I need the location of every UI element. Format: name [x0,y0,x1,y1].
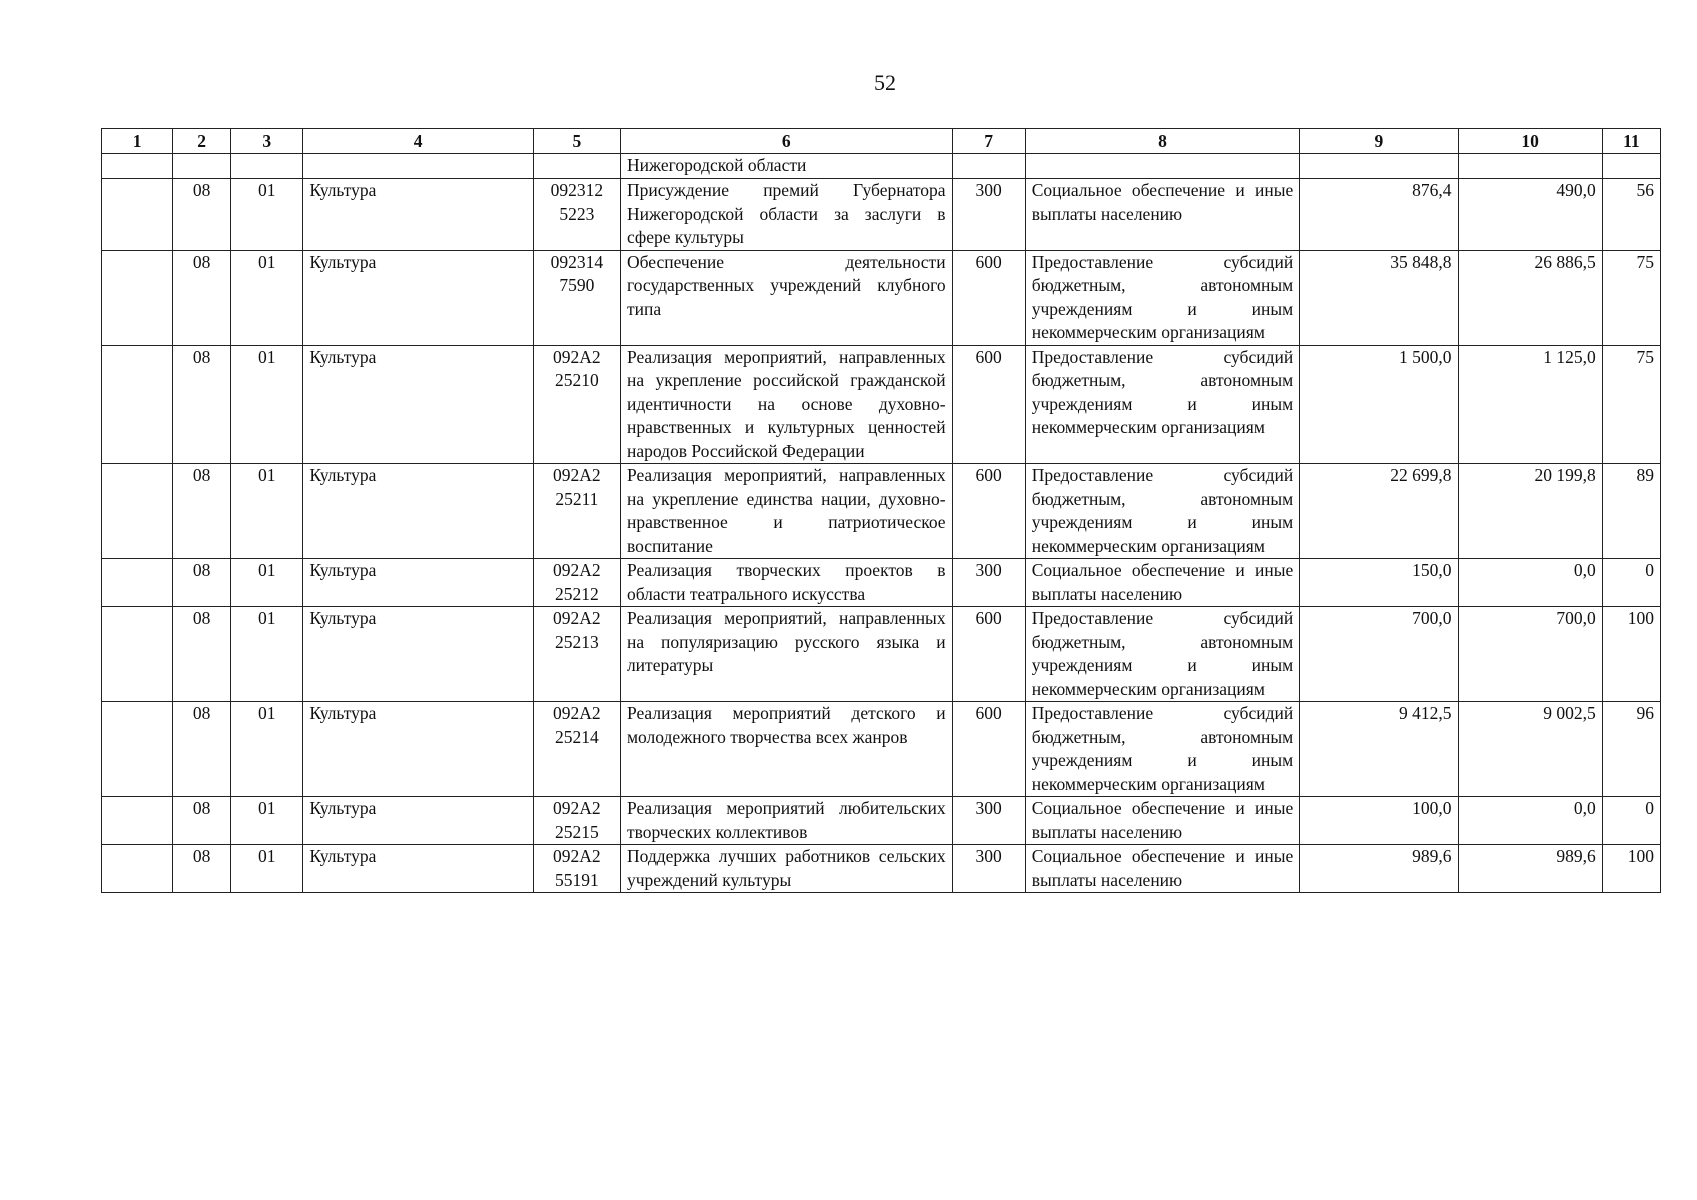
column-header: 7 [952,129,1025,154]
cell-subsection: 01 [231,345,303,464]
table-row [102,607,1661,702]
table-row [102,179,1661,251]
table-row [102,702,1661,797]
cell-expense-type: 600 [952,250,1025,345]
target-code-part1: 092312 [550,180,604,200]
cell-expense-type: 600 [952,607,1025,702]
cell-expense-description: Предоставление субсидий бюджетным, автономным учреждениям и иным некоммерческим организациям [1025,607,1300,702]
cell-actual: 989,6 [1458,845,1602,893]
cell-expense-description: Социальное обеспечение и иные выплаты населению [1025,179,1300,251]
target-code-part1: 092А2 [553,608,601,628]
cell-percent: 75 [1602,345,1660,464]
cell-target-code [533,559,620,607]
target-code-part2: 25211 [555,488,599,509]
target-code-part2: 5223 [559,203,595,224]
cell-col1 [102,559,173,607]
cell-actual: 0,0 [1458,559,1602,607]
cell-plan: 989,6 [1300,845,1458,893]
column-header: 1 [102,129,173,154]
cell-percent: 0 [1602,559,1660,607]
cell-subsection: 01 [231,559,303,607]
column-header: 2 [173,129,231,154]
cell-plan: 35 848,8 [1300,250,1458,345]
target-code-part2: 25213 [555,631,599,652]
cell-subsection: 01 [231,464,303,559]
cell-description: Реализация мероприятий детского и молодежного творчества всех жанров [620,702,952,797]
target-code-part2: 25210 [555,370,599,390]
page-number: 52 [874,70,896,95]
cell-expense-type: 600 [952,464,1025,559]
cell-section-name: Культура [303,607,533,702]
cell-subsection: 01 [231,845,303,893]
cell-section-name: Культура [303,702,533,797]
cell-section: 08 [173,559,231,607]
cell-description: Реализация мероприятий любительских творческих коллективов [620,797,952,845]
cell-section-name: Культура [303,179,533,251]
cell-percent: 96 [1602,702,1660,797]
cell-expense-description: Предоставление субсидий бюджетным, автономным учреждениям и иным некоммерческим организациям [1025,250,1300,345]
cell-section: 08 [173,250,231,345]
cell-target-code [533,797,620,845]
cell-subsection: 01 [231,797,303,845]
cell-description: Присуждение премий Губернатора Нижегородской области за заслуги в сфере культуры [620,179,952,251]
cell-section: 08 [173,702,231,797]
cell-percent: 75 [1602,250,1660,345]
cell-expense-type: 600 [952,345,1025,464]
cell-subsection: 01 [231,179,303,251]
budget-table [101,128,1661,893]
target-code-part1: 092А2 [553,346,601,367]
cell-actual: 700,0 [1458,607,1602,702]
cell-section: 08 [173,464,231,559]
cell-plan: 100,0 [1300,797,1458,845]
cell-section-name: Культура [303,559,533,607]
target-code-part1: 092А2 [553,846,601,866]
cell-expense-description: Предоставление субсидий бюджетным, автономным учреждениям и иным некоммерческим организациям [1025,345,1300,464]
cell-target-code [533,345,620,464]
target-code-part2: 55191 [555,869,599,890]
cell-section: 08 [173,345,231,464]
continuation-row [102,154,1661,179]
header-row [102,129,1661,154]
cell-section-name: Культура [303,845,533,893]
column-header: 9 [1300,129,1458,154]
cell-description: Поддержка лучших работников сельских учреждений культуры [620,845,952,893]
cell-col1 [102,345,173,464]
cell-description: Обеспечение деятельности государственных учреждений клубного типа [620,250,952,345]
column-header: 3 [231,129,303,154]
cell-expense-description: Социальное обеспечение и иные выплаты населению [1025,845,1300,893]
table-row [102,845,1661,893]
cell-percent: 0 [1602,797,1660,845]
target-code-part1: 092А2 [553,465,601,485]
table-row [102,345,1661,464]
cell-expense-description: Социальное обеспечение и иные выплаты населению [1025,797,1300,845]
column-header: 8 [1025,129,1300,154]
cell-section-name: Культура [303,345,533,464]
column-header: 6 [620,129,952,154]
cell-description: Реализация мероприятий, направленных на популяризацию русского языка и литературы [620,607,952,702]
cell-actual: 20 199,8 [1458,464,1602,559]
cell-target-code [533,250,620,345]
cell-target-code [533,607,620,702]
cell-percent: 100 [1602,607,1660,702]
cell-subsection: 01 [231,607,303,702]
table-row [102,464,1661,559]
cell-percent: 100 [1602,845,1660,893]
table-row [102,250,1661,345]
table-row [102,797,1661,845]
cell-section-name: Культура [303,797,533,845]
cell-col1 [102,797,173,845]
cell-percent: 89 [1602,464,1660,559]
column-header: 10 [1458,129,1602,154]
cell-col1 [102,702,173,797]
target-code-part2: 25215 [555,821,599,842]
cell-plan: 22 699,8 [1300,464,1458,559]
column-header: 5 [533,129,620,154]
column-header: 11 [1602,129,1660,154]
table-row [102,559,1661,607]
cell-description: Реализация мероприятий, направленных на укрепление российской гражданской идентичности на основе духовно-нравственных и культурных ценностей народов Российской Федерации [620,345,952,464]
target-code-part1: 092А2 [553,703,601,723]
cell-section: 08 [173,179,231,251]
column-header: 4 [303,129,533,154]
target-code-part2: 25212 [555,583,599,604]
cell-col1 [102,845,173,893]
cell-target-code [533,179,620,251]
cell-section-name: Культура [303,250,533,345]
cell-expense-type: 300 [952,845,1025,893]
cell-subsection: 01 [231,250,303,345]
cell-actual: 9 002,5 [1458,702,1602,797]
cell-section: 08 [173,607,231,702]
cell-target-code [533,702,620,797]
target-code-part1: 092314 [550,251,604,272]
cell-target-code [533,845,620,893]
cell-plan: 876,4 [1300,179,1458,251]
cell-expense-description: Социальное обеспечение и иные выплаты населению [1025,559,1300,607]
target-code-part2: 25214 [555,726,599,747]
cell-expense-type: 300 [952,797,1025,845]
cell-expense-description: Предоставление субсидий бюджетным, автономным учреждениям и иным некоммерческим организациям [1025,702,1300,797]
cell-plan: 700,0 [1300,607,1458,702]
cell-section: 08 [173,797,231,845]
cell-actual: 26 886,5 [1458,250,1602,345]
cell-expense-description: Предоставление субсидий бюджетным, автономным учреждениям и иным некоммерческим организациям [1025,464,1300,559]
cell-description: Реализация творческих проектов в области театрального искусства [620,559,952,607]
cell-col1 [102,250,173,345]
cell-actual: 490,0 [1458,179,1602,251]
cell-percent: 56 [1602,179,1660,251]
cell-actual: 0,0 [1458,797,1602,845]
cell-expense-type: 600 [952,702,1025,797]
cell-col1 [102,464,173,559]
cell-expense-type: 300 [952,179,1025,251]
cell-expense-type: 300 [952,559,1025,607]
cell-col1 [102,179,173,251]
target-code-part1: 092А2 [553,798,601,818]
cell-subsection: 01 [231,702,303,797]
target-code-part2: 7590 [559,275,595,295]
cell-section-name: Культура [303,464,533,559]
continuation-text: Нижегородской области [620,154,952,179]
cell-plan: 150,0 [1300,559,1458,607]
cell-target-code [533,464,620,559]
target-code-part1: 092А2 [553,560,601,580]
cell-col1 [102,607,173,702]
cell-section: 08 [173,845,231,893]
cell-plan: 1 500,0 [1300,345,1458,464]
cell-plan: 9 412,5 [1300,702,1458,797]
cell-description: Реализация мероприятий, направленных на укрепление единства нации, духовно-нравственное и патриотическое воспитание [620,464,952,559]
cell-actual: 1 125,0 [1458,345,1602,464]
